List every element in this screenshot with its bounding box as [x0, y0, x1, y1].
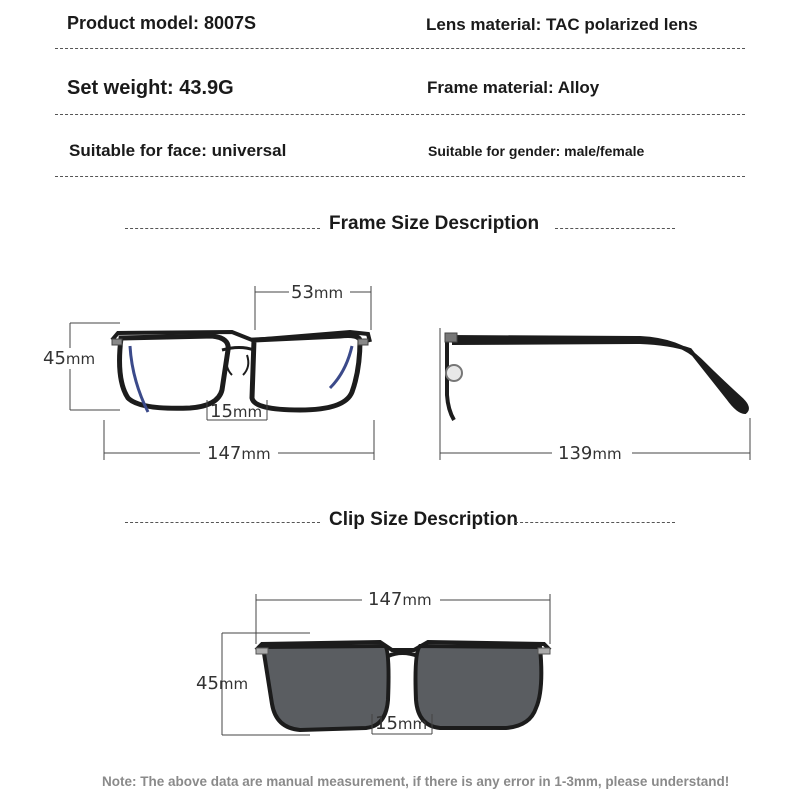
- dim-value: 45: [43, 348, 66, 369]
- dim-unit: mm: [65, 350, 96, 368]
- dim-unit: mm: [218, 675, 249, 693]
- clip-lens-height-label: [194, 673, 250, 694]
- dim-unit: mm: [402, 591, 432, 609]
- spec-gender: Suitable for gender: male/female: [428, 143, 645, 159]
- dim-unit: mm: [397, 715, 428, 733]
- dim-value: 147: [207, 443, 242, 464]
- frame-temple-length-label: [556, 443, 624, 464]
- spec-set-weight: Set weight: 43.9G: [67, 77, 234, 99]
- frame-section-title: Frame Size Description: [329, 213, 540, 234]
- spec-frame-material: Frame material: Alloy: [427, 78, 600, 97]
- dim-value: 147: [368, 589, 403, 610]
- clip-bridge-label: [373, 713, 429, 734]
- dim-value: 15: [210, 401, 233, 422]
- spec-lens-material: Lens material: TAC polarized lens: [426, 15, 698, 34]
- frame-side-glasses: [445, 333, 747, 420]
- frame-lens-height-label: [41, 348, 97, 369]
- frame-total-width-label: [205, 443, 273, 464]
- dim-unit: mm: [592, 445, 622, 463]
- clip-section-title: Clip Size Description: [329, 509, 518, 530]
- dim-value: 45: [196, 673, 219, 694]
- frame-lens-width-label: [289, 282, 345, 303]
- dim-value: 15: [375, 713, 398, 734]
- dim-unit: mm: [241, 445, 271, 463]
- dim-unit: mm: [313, 284, 344, 302]
- frame-bridge-label: [208, 401, 264, 422]
- dim-value: 53: [291, 282, 314, 303]
- spec-face: Suitable for face: universal: [69, 141, 287, 160]
- measurement-note: Note: The above data are manual measurement, if there is any error in 1-3mm, please understand!: [102, 774, 730, 789]
- spec-product-model: Product model: 8007S: [67, 13, 257, 33]
- frame-front-glasses: [112, 332, 370, 412]
- clip-total-width-label: [366, 589, 434, 610]
- dim-value: 139: [558, 443, 593, 464]
- dim-unit: mm: [232, 403, 263, 421]
- frame-front-dimensions: [70, 286, 374, 460]
- frame-side-dimensions: [440, 328, 750, 460]
